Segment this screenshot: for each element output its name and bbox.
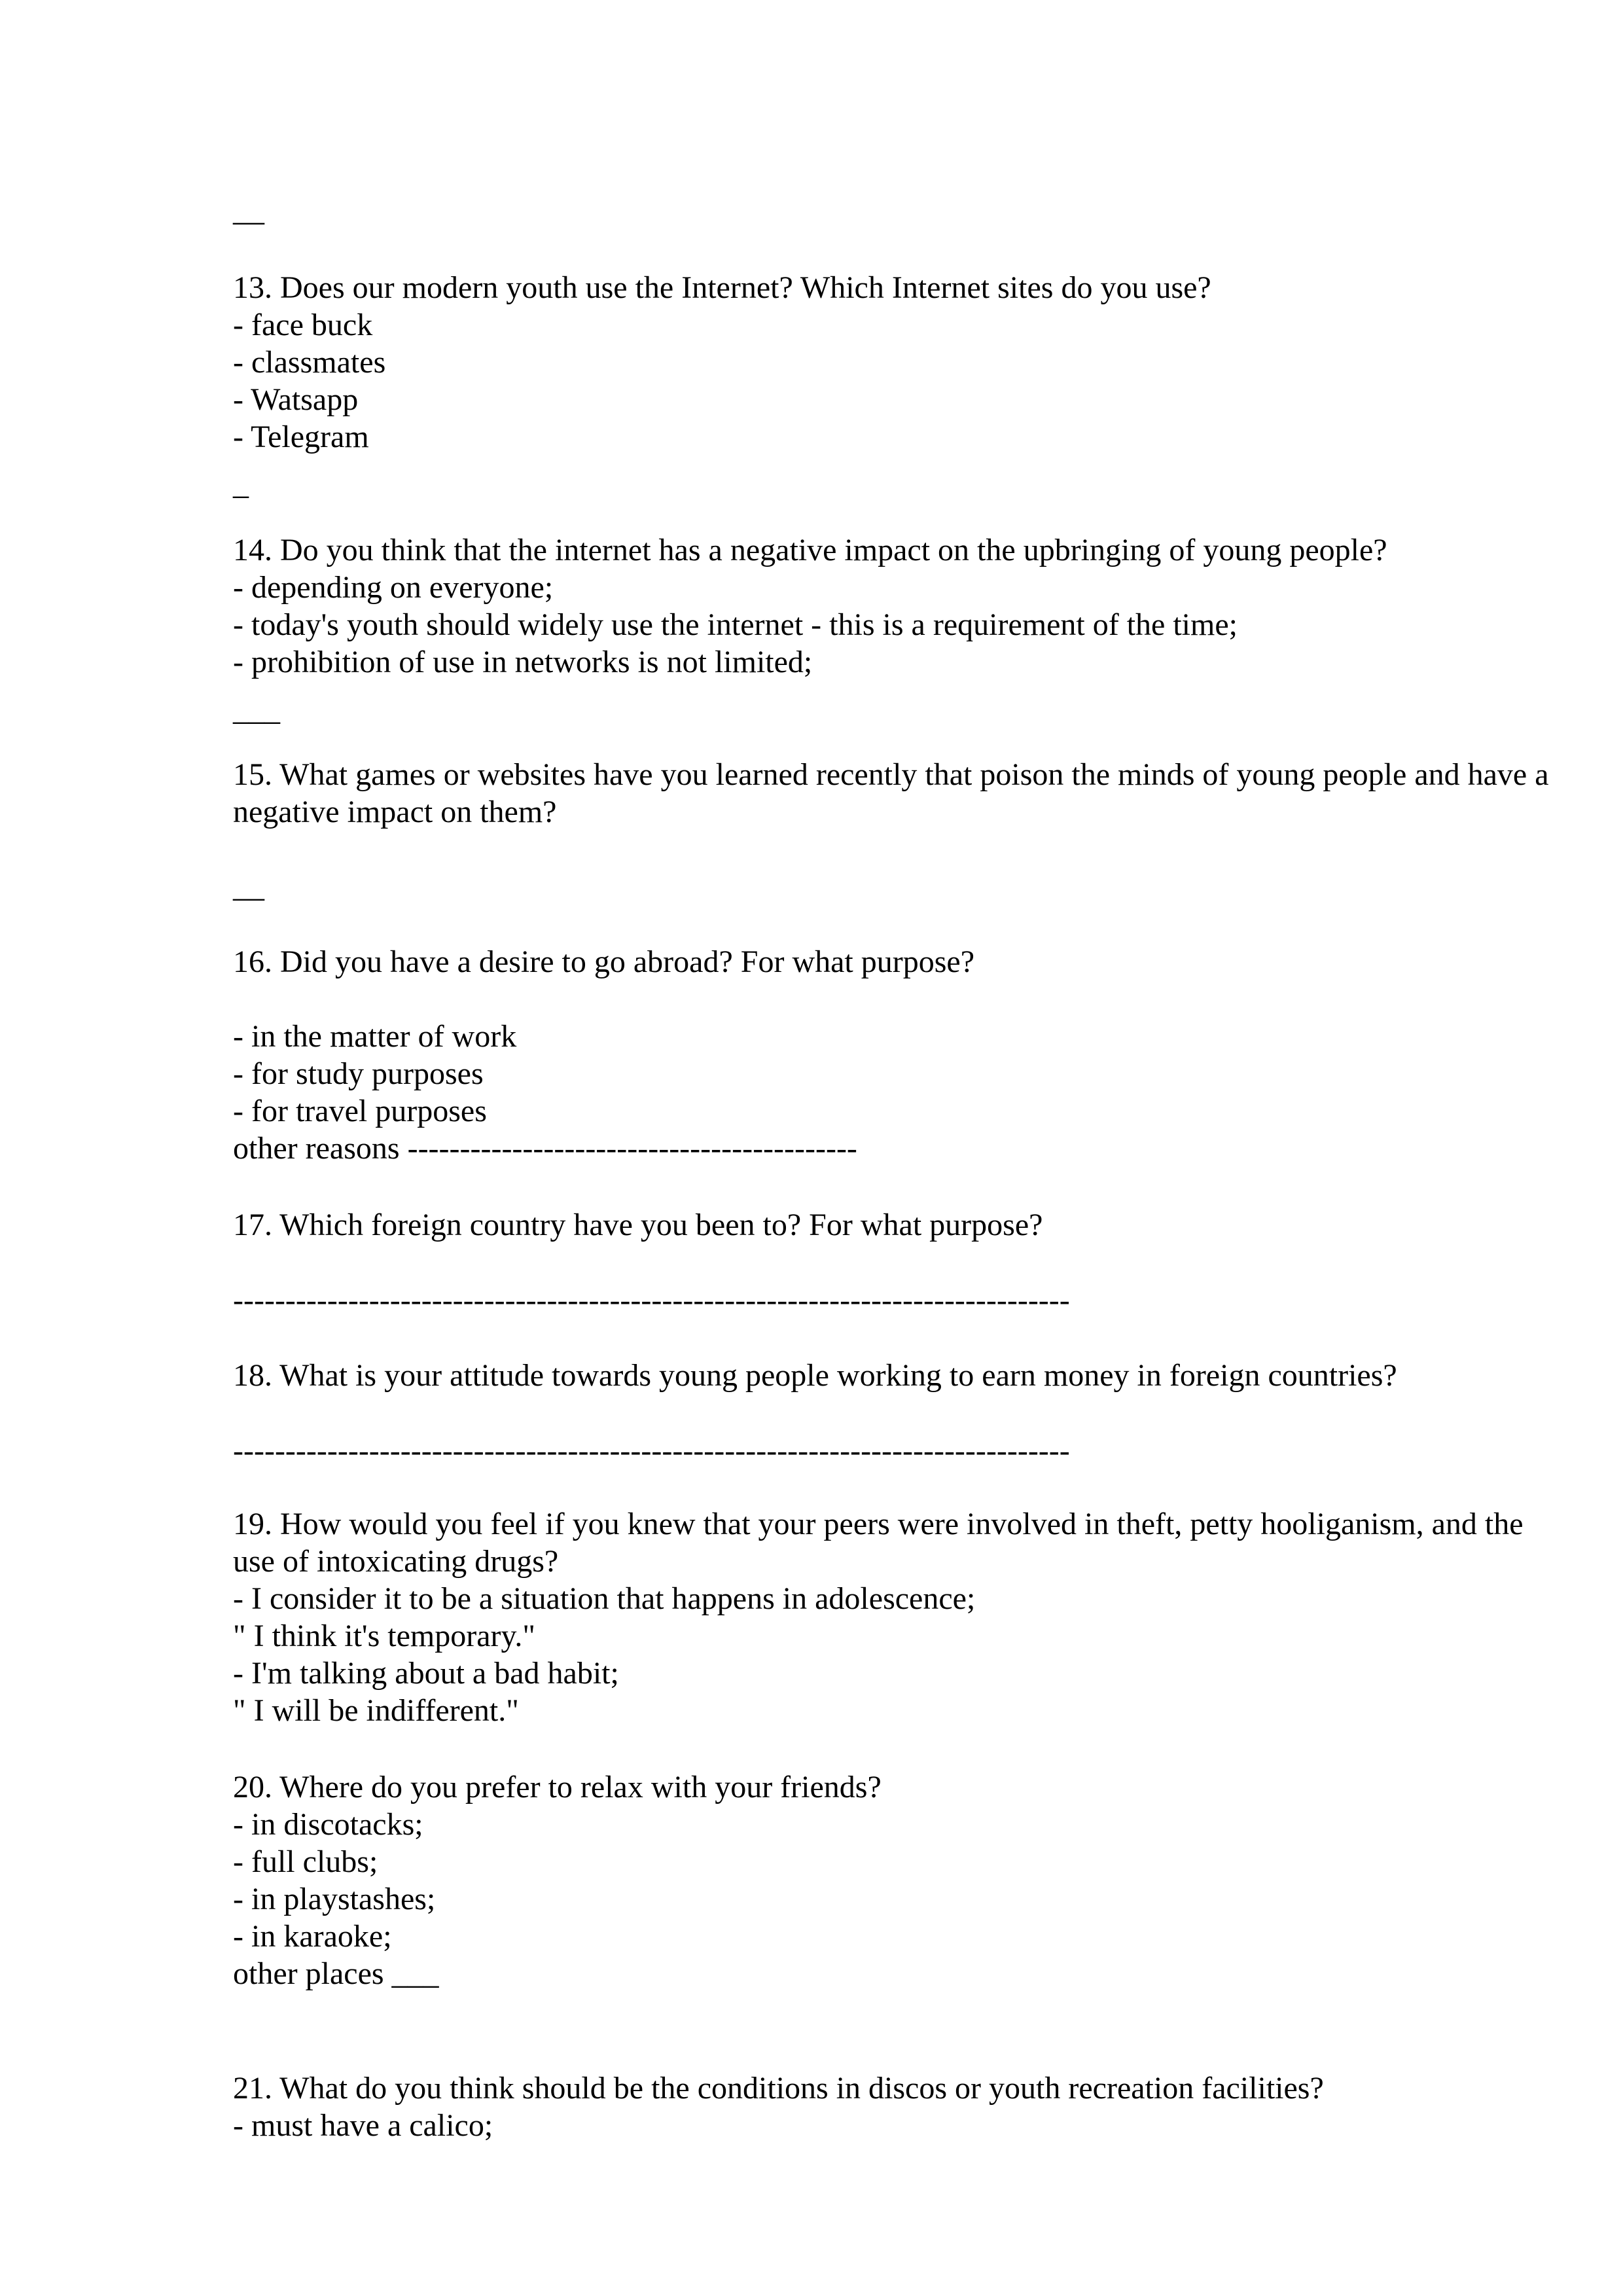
option-item: - in karaoke; xyxy=(233,1919,392,1954)
option-item: - for travel purposes xyxy=(233,1094,487,1128)
question-16-text: 16. Did you have a desire to go abroad? For what purpose? xyxy=(233,944,975,979)
option-item: - for study purposes xyxy=(233,1056,484,1091)
option-item: " I think it's temporary." xyxy=(233,1619,535,1653)
question-15-text-line1: 15. What games or websites have you learned recently that poison the minds of young people and have a xyxy=(233,757,1549,792)
option-item: - Telegram xyxy=(233,420,369,454)
option-item: - in discotacks; xyxy=(233,1807,423,1842)
question-19-text-line1: 19. How would you feel if you knew that your peers were involved in theft, petty hooliganism, and the xyxy=(233,1507,1524,1541)
option-item: - classmates xyxy=(233,345,386,380)
answer-line: -------------------------------------------------------------------------------- xyxy=(233,1283,1070,1318)
option-item: - face buck xyxy=(233,308,373,342)
option-item: " I will be indifferent." xyxy=(233,1693,519,1728)
option-item: - I consider it to be a situation that happens in adolescence; xyxy=(233,1581,976,1616)
option-item: - today's youth should widely use the internet - this is a requirement of the time; xyxy=(233,607,1238,642)
question-17-text: 17. Which foreign country have you been to? For what purpose? xyxy=(233,1208,1043,1242)
separator-mark: — xyxy=(233,204,264,238)
option-item: - must have a calico; xyxy=(233,2108,493,2143)
option-item: - prohibition of use in networks is not limited; xyxy=(233,645,813,679)
option-item: - in playstashes; xyxy=(233,1882,436,1916)
option-item: - I'm talking about a bad habit; xyxy=(233,1656,619,1691)
other-places-field: other places ___ xyxy=(233,1956,439,1991)
question-18-text: 18. What is your attitude towards young people working to earn money in foreign countries? xyxy=(233,1358,1397,1393)
separator-mark: _ xyxy=(233,467,249,501)
option-item: - depending on everyone; xyxy=(233,570,554,605)
other-reasons-field: other reasons ------------------------------------------- xyxy=(233,1131,857,1166)
question-19-text-line2: use of intoxicating drugs? xyxy=(233,1544,559,1579)
option-item: - full clubs; xyxy=(233,1844,378,1879)
question-13-text: 13. Does our modern youth use the Internet? Which Internet sites do you use? xyxy=(233,270,1211,305)
question-15-text-line2: negative impact on them? xyxy=(233,795,557,829)
option-item: - in the matter of work xyxy=(233,1019,517,1054)
option-item: - Watsapp xyxy=(233,382,359,417)
question-20-text: 20. Where do you prefer to relax with your friends? xyxy=(233,1770,882,1804)
question-14-text: 14. Do you think that the internet has a negative impact on the upbringing of young people? xyxy=(233,533,1387,567)
question-21-text: 21. What do you think should be the conditions in discos or youth recreation facilities? xyxy=(233,2071,1324,2106)
separator-mark: ___ xyxy=(233,692,280,727)
separator-mark: — xyxy=(233,880,264,914)
answer-line: -------------------------------------------------------------------------------- xyxy=(233,1433,1070,1468)
